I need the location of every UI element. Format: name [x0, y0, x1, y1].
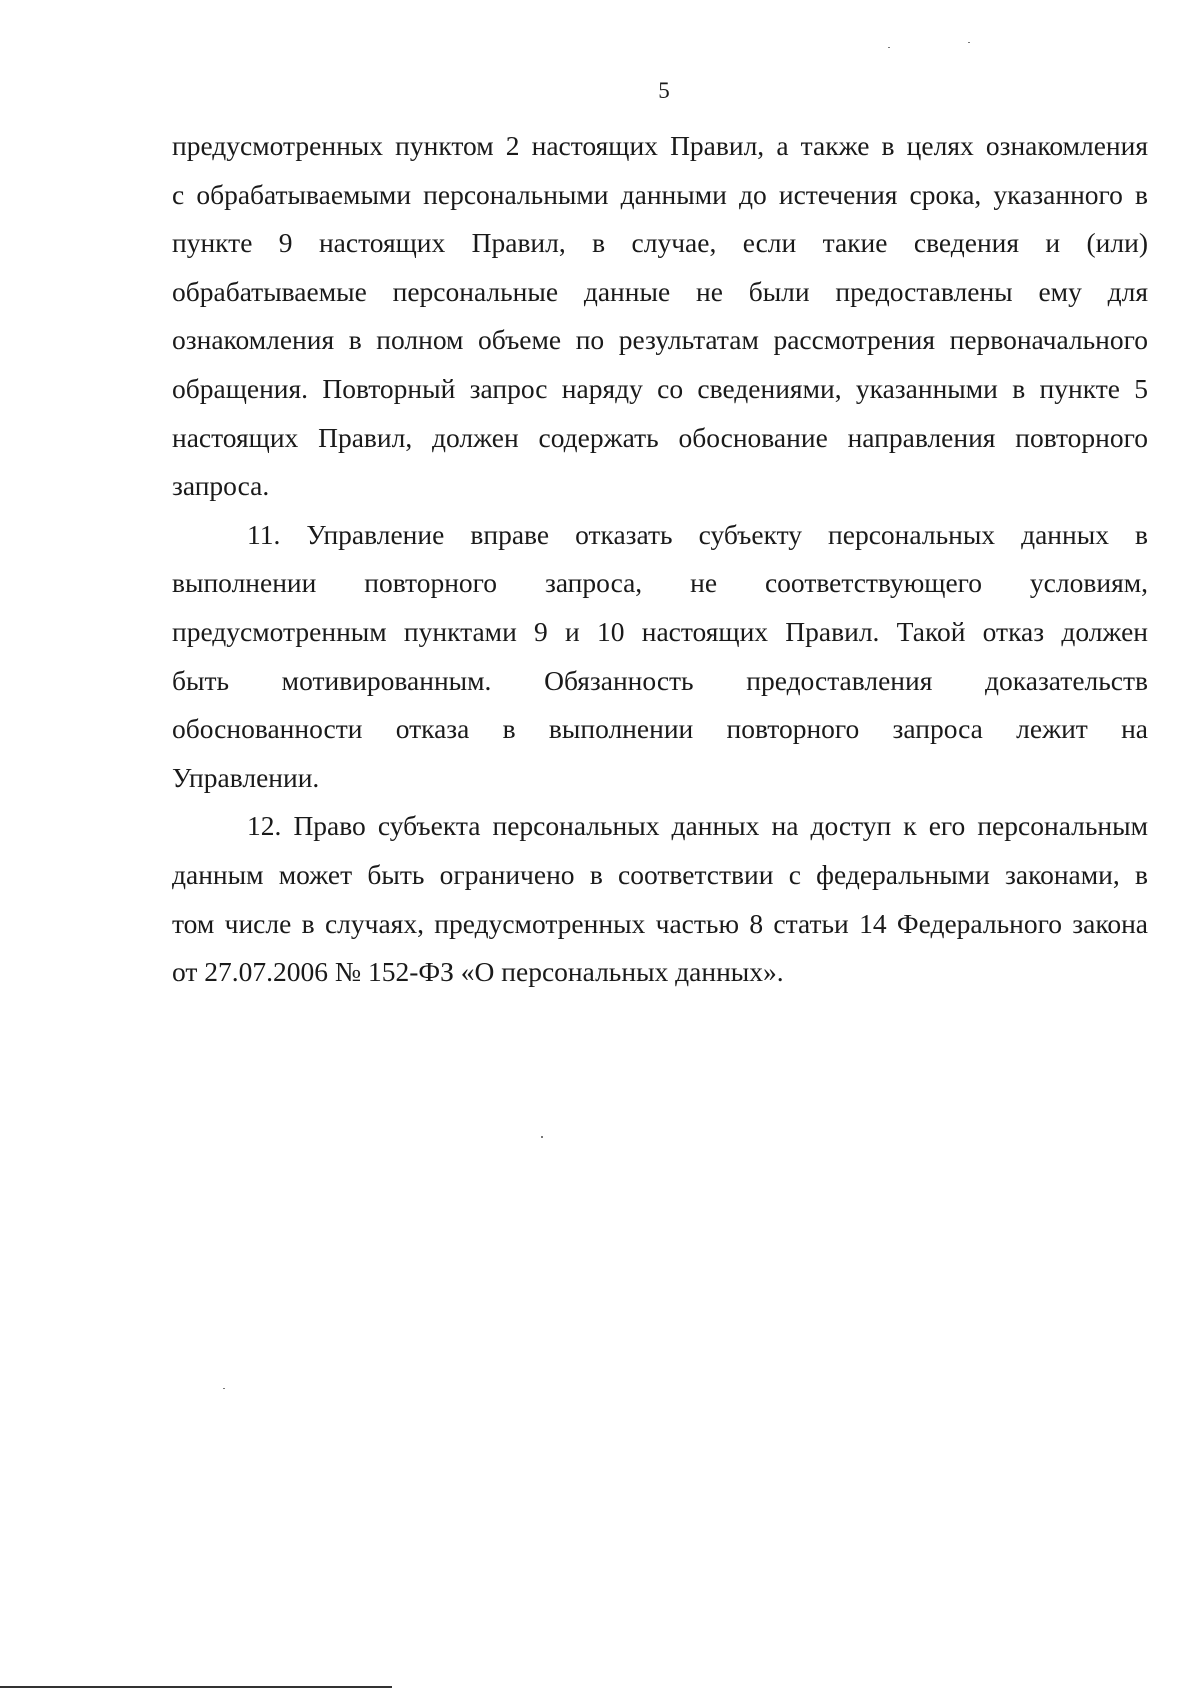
- paragraph-12: [172, 802, 1148, 996]
- text-line: 12. Право субъекта персональных данных на доступ к его персональным: [247, 810, 1148, 842]
- scan-speck: [541, 1136, 543, 1138]
- text-line: предусмотренным пунктами 9 и 10 настоящих Правил. Такой отказ должен: [172, 615, 1148, 647]
- text-line: от 27.07.2006 № 152-ФЗ «О персональных данных».: [172, 956, 784, 988]
- text-line: запроса.: [172, 470, 270, 502]
- text-line: обоснованности отказа в выполнении повторного запроса лежит на: [172, 713, 1148, 745]
- text-line: предусмотренных пунктом 2 настоящих Правил, а также в целях ознакомления: [172, 130, 1148, 161]
- text-line: 11. Управление вправе отказать субъекту персональных данных в: [247, 518, 1148, 550]
- paragraph-continuation: [172, 122, 1148, 511]
- page-number: 5: [658, 78, 670, 103]
- text-line: с обрабатываемыми персональными данными до истечения срока, указанного в: [172, 178, 1148, 210]
- text-line: обращения. Повторный запрос наряду со сведениями, указанными в пункте 5: [172, 372, 1148, 404]
- text-line: Управлении.: [172, 761, 320, 793]
- document-body: [172, 122, 1148, 997]
- text-line: настоящих Правил, должен содержать обоснование направления повторного: [172, 421, 1148, 453]
- scan-speck: [223, 1388, 225, 1389]
- paragraph-11: [172, 511, 1148, 803]
- text-line: данным может быть ограничено в соответствии с федеральными законами, в: [172, 858, 1148, 890]
- footer-rule: [0, 1686, 392, 1688]
- text-line: ознакомления в полном объеме по результатам рассмотрения первоначального: [172, 324, 1148, 356]
- text-line: обрабатываемые персональные данные не были предоставлены ему для: [172, 275, 1148, 307]
- scan-speck: [888, 47, 890, 48]
- text-line: быть мотивированным. Обязанность предоставления доказательств: [172, 664, 1148, 696]
- text-line: пункте 9 настоящих Правил, в случае, если такие сведения и (или): [172, 227, 1148, 259]
- scan-speck: [968, 42, 970, 43]
- text-line: выполнении повторного запроса, не соответствующего условиям,: [172, 567, 1148, 599]
- text-line: том числе в случаях, предусмотренных частью 8 статьи 14 Федерального закона: [172, 907, 1148, 939]
